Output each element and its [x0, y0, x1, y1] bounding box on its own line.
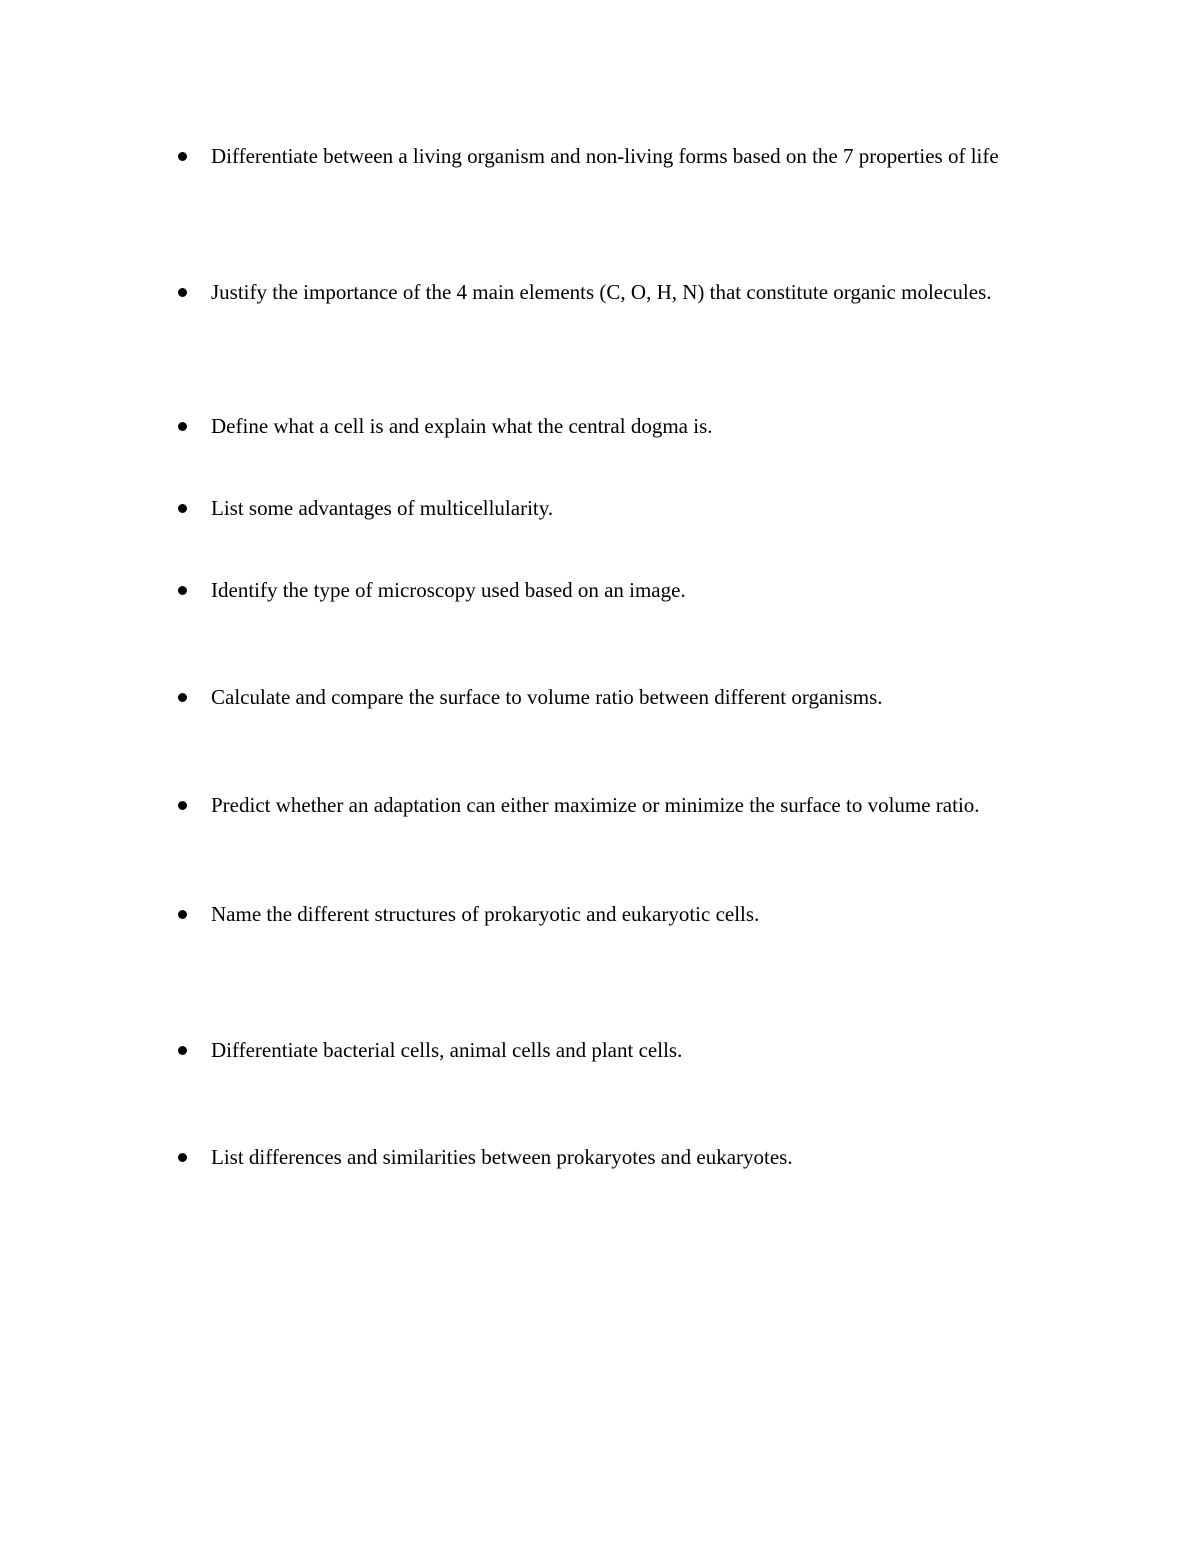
list-item: [178, 577, 1068, 604]
bullet-icon: [178, 152, 187, 161]
bullet-icon: [178, 422, 187, 431]
list-item-text: Differentiate bacterial cells, animal cells and plant cells.: [211, 1038, 683, 1062]
bullet-icon: [178, 504, 187, 513]
list-item-text: Identify the type of microscopy used based on an image.: [211, 578, 686, 602]
list-item: [178, 684, 1068, 711]
list-item-text: Name the different structures of prokaryotic and eukaryotic cells.: [211, 902, 760, 926]
bullet-icon: [178, 693, 187, 702]
list-item-text: List differences and similarities between prokaryotes and eukaryotes.: [211, 1145, 793, 1169]
list-item: [178, 792, 1068, 819]
list-item: [178, 279, 1068, 306]
bullet-icon: [178, 288, 187, 297]
list-item-text: Justify the importance of the 4 main elements (C, O, H, N) that constitute organic molecules.: [211, 280, 992, 304]
bullet-icon: [178, 1046, 187, 1055]
bullet-icon: [178, 1153, 187, 1162]
bullet-icon: [178, 801, 187, 810]
list-item: [178, 495, 1068, 522]
list-item-text: Predict whether an adaptation can either maximize or minimize the surface to volume ratio.: [211, 793, 980, 817]
bullet-icon: [178, 586, 187, 595]
list-item: [178, 1037, 1068, 1064]
list-item-text: Define what a cell is and explain what the central dogma is.: [211, 414, 713, 438]
list-item: [178, 413, 1068, 440]
list-item-text: Calculate and compare the surface to volume ratio between different organisms.: [211, 685, 883, 709]
list-item: [178, 143, 1068, 170]
bullet-icon: [178, 910, 187, 919]
list-item: [178, 1144, 1068, 1171]
list-item-text: List some advantages of multicellularity.: [211, 496, 554, 520]
list-item: [178, 901, 1068, 928]
list-item-text: Differentiate between a living organism and non-living forms based on the 7 properties of life: [211, 144, 999, 168]
